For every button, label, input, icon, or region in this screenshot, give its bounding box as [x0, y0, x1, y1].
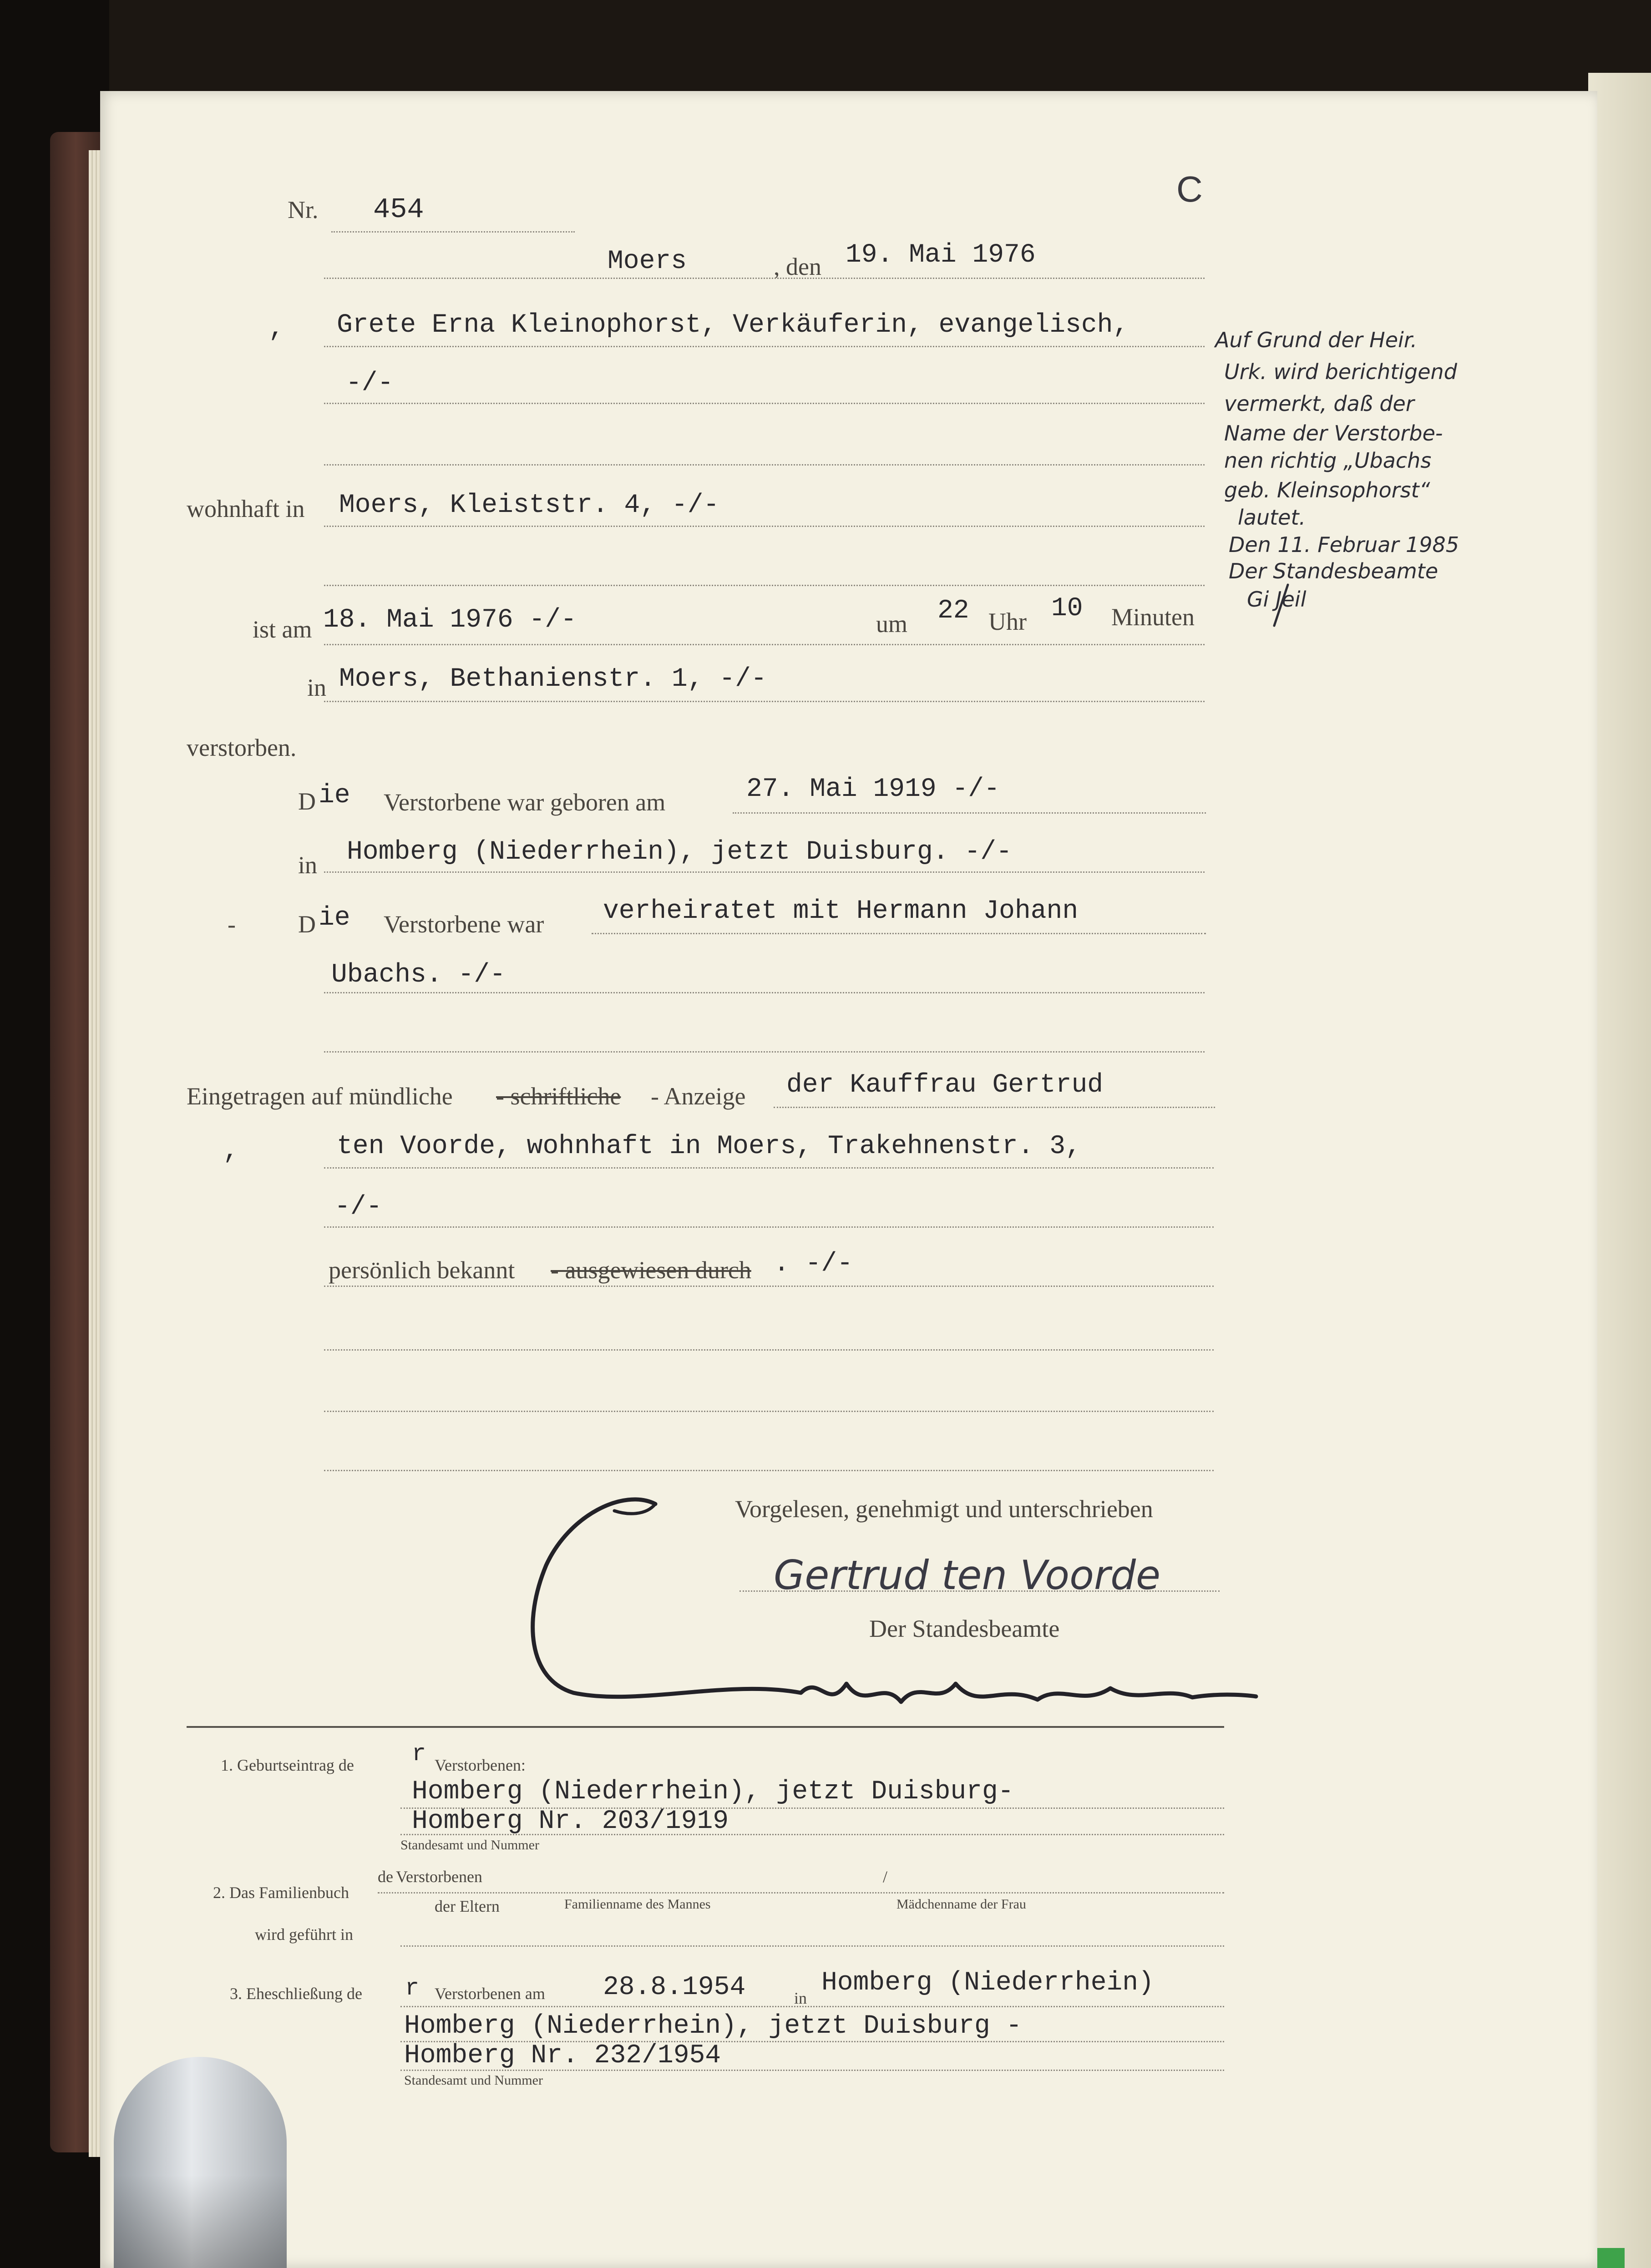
eheschliessung-date: 28.8.1954	[603, 1973, 746, 2002]
eheschliessung-line2: Homberg Nr. 232/1954	[404, 2041, 721, 2071]
nr-value: 454	[373, 193, 424, 226]
date-value: 19. Mai 1976	[846, 240, 1036, 270]
bekannt-label: persönlich bekannt	[329, 1256, 515, 1284]
geburtseintrag-end: Verstorbenen:	[435, 1756, 526, 1774]
eheschliessung-in: in	[794, 1989, 807, 2007]
eheschliessung-line	[400, 2006, 1224, 2007]
schriftliche-struck: - schriftliche	[496, 1083, 621, 1110]
bekannt-end: . -/-	[774, 1249, 853, 1279]
marriage-line1: verheiratet mit Hermann Johann	[603, 896, 1079, 926]
standesbeamte-label: Der Standesbeamte	[869, 1615, 1060, 1642]
eheschliessung-label: 3. Eheschließung de	[230, 1984, 362, 2003]
anzeige-label: - Anzeige	[651, 1083, 746, 1110]
birth-date: 27. Mai 1919 -/-	[746, 775, 1000, 804]
geburtseintrag-r: r	[412, 1741, 426, 1767]
ruler-shadow	[114, 2175, 287, 2268]
margin-note-line-7: lautet.	[1238, 505, 1306, 530]
uhr-label: Uhr	[988, 608, 1027, 635]
margin-note-line-9: Der Standesbeamte	[1229, 559, 1438, 583]
standesamt-label-1: Standesamt und Nummer	[400, 1838, 539, 1853]
margin-note-line-4: Name der Verstorbe-	[1224, 421, 1443, 446]
official-signature-hook	[614, 1504, 655, 1514]
marriage-d-prefix: D	[298, 911, 316, 938]
registration-line1: der Kauffrau Gertrud	[786, 1070, 1104, 1100]
eheschliessung-line2-underline	[400, 2070, 1224, 2071]
eheschliessung-place: Homberg (Niederrhein)	[821, 1968, 1154, 1998]
standesamt-label-2: Standesamt und Nummer	[404, 2073, 543, 2088]
death-hour: 22	[937, 596, 969, 626]
informant-signature: Gertrud ten Voorde	[774, 1552, 1161, 1599]
ausgewiesen-struck: - ausgewiesen durch	[551, 1256, 751, 1284]
name-line: Grete Erna Kleinophorst, Verkäuferin, evangelisch,	[337, 310, 1129, 340]
eheschliessung-r: r	[405, 1975, 420, 2002]
geburtseintrag-line2: Homberg Nr. 203/1919	[412, 1807, 729, 1836]
birth-d-suffix: ie	[319, 781, 350, 810]
person-line2: -/-	[346, 369, 394, 398]
footer-separator	[187, 1726, 1224, 1728]
margin-note-line-1: Auf Grund der Heir.	[1215, 328, 1418, 352]
marriage-label: Verstorbene war	[384, 911, 544, 938]
familienname-label: Familienname des Mannes	[564, 1897, 711, 1912]
familienbuch-slash: /	[883, 1868, 888, 1886]
wird-gefuehrt-label: wird geführt in	[255, 1925, 353, 1944]
place-value: Moers	[608, 247, 687, 276]
margin-note-line-3: vermerkt, daß der	[1224, 391, 1414, 416]
marriage-d-suffix: ie	[319, 903, 350, 933]
verstorben-label: verstorben.	[187, 734, 297, 761]
margin-note-line-8: Den 11. Februar 1985	[1229, 532, 1459, 557]
registration-line3: -/-	[334, 1192, 382, 1222]
death-date: 18. Mai 1976 -/-	[323, 605, 577, 635]
name-comma: ,	[268, 314, 284, 344]
geburtseintrag-line1: Homberg (Niederrhein), jetzt Duisburg-	[412, 1777, 1014, 1807]
minuten-label: Minuten	[1111, 603, 1195, 631]
registration-line2: ten Voorde, wohnhaft in Moers, Trakehnenstr. 3,	[337, 1132, 1081, 1161]
wohnhaft-label: wohnhaft in	[187, 495, 305, 522]
maedchenname-label: Mädchenname der Frau	[896, 1897, 1026, 1912]
official-signature-stroke	[533, 1499, 1256, 1702]
den-label: , den	[774, 253, 821, 280]
margin-note-line-6: geb. Kleinsophorst“	[1224, 478, 1430, 502]
corner-letter: C	[1176, 169, 1203, 209]
birth-d-prefix: D	[298, 788, 316, 815]
geburtseintrag-label: 1. Geburtseintrag de	[221, 1756, 354, 1774]
margin-note-line-2: Urk. wird berichtigend	[1224, 359, 1457, 384]
geburtseintrag-line2-underline	[400, 1834, 1224, 1835]
eheschliessung-mid: Verstorbenen am	[435, 1984, 545, 2003]
marriage-dash: -	[228, 911, 236, 938]
familienbuch-value: Verstorbenen	[396, 1868, 482, 1886]
marriage-line2: Ubachs. -/-	[331, 960, 506, 990]
vorgelesen-label: Vorgelesen, genehmigt und unterschrieben	[735, 1495, 1153, 1523]
address-value: Moers, Kleiststr. 4, -/-	[339, 491, 719, 520]
eheschliessung-line1: Homberg (Niederrhein), jetzt Duisburg -	[404, 2011, 1022, 2041]
birth-place: Homberg (Niederrhein), jetzt Duisburg. -/-	[347, 837, 1012, 867]
um-label: um	[876, 610, 908, 638]
familienbuch-de: de	[378, 1868, 393, 1886]
margin-note-bracket-stroke	[1274, 585, 1288, 626]
eingetragen-label: Eingetragen auf mündliche	[187, 1083, 453, 1110]
birth-label: Verstorbene war geboren am	[384, 789, 666, 816]
familienbuch-label: 2. Das Familienbuch	[213, 1883, 349, 1902]
margin-note-signature: Gi Jeil	[1247, 587, 1307, 612]
margin-note-line-5: nen richtig „Ubachs	[1224, 448, 1432, 473]
death-place: Moers, Bethanienstr. 1, -/-	[339, 664, 767, 694]
wird-gefuehrt-line	[400, 1945, 1224, 1947]
der-eltern-label: der Eltern	[435, 1897, 500, 1915]
birth-in-label: in	[298, 851, 318, 879]
nr-label: Nr.	[288, 196, 319, 223]
ist-am-label: ist am	[253, 616, 312, 643]
familienbuch-line	[378, 1892, 1224, 1893]
death-minute: 10	[1051, 594, 1083, 623]
registration-comma: ,	[223, 1136, 239, 1166]
death-in-label: in	[307, 674, 327, 701]
